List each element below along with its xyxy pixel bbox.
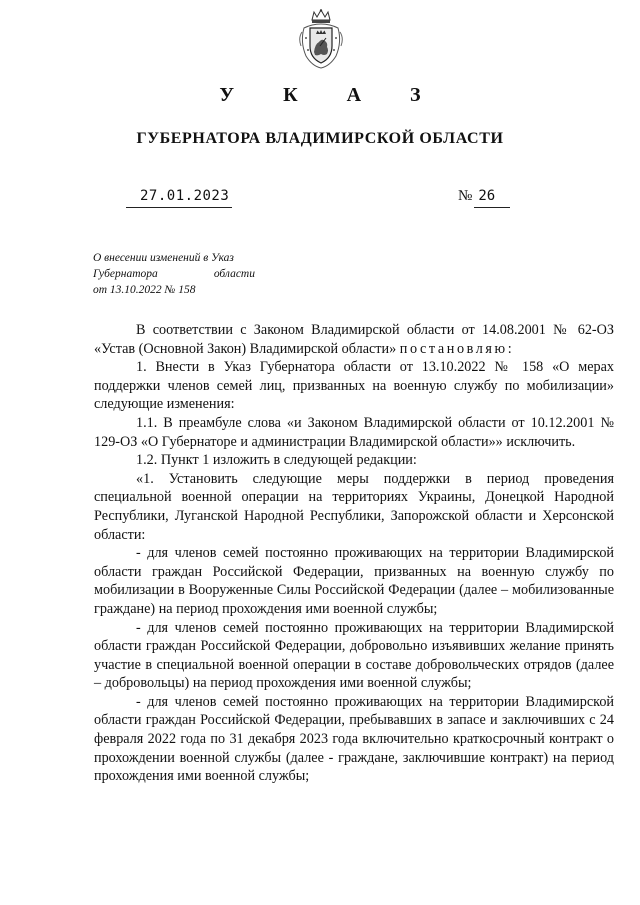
subject-line-2	[93, 266, 255, 282]
document-issuer: ГУБЕРНАТОРА ВЛАДИМИРСКОЙ ОБЛАСТИ	[136, 130, 504, 147]
paragraph-item-1: 1. Внести в Указ Губернатора области от 13.10.2022 № 158 «О мерах поддержки членов семей лиц, призванных на военную службу по мобилизации» следующие изменения:	[94, 359, 614, 413]
subject-line-2-left: Губернатора	[93, 268, 158, 280]
paragraph-new-item-1: «1. Установить следующие меры поддержки в период проведения специальной военной операции на территориях Украины, Донецкой Народной Республики, Луганской Народной Республики, Запорожской области и Херсонской области:	[94, 470, 614, 543]
list-item-volunteers: - для членов семей постоянно проживающих на территории Владимирской области граждан Российской Федерации, добровольно изъявивших желание принять участие в специальной военной операции в составе добровольческих отрядов (далее – добровольцы) на период прохождения ими военной службы;	[94, 619, 614, 692]
preamble-decree-word: постановляю:	[399, 340, 515, 357]
preamble-text: В соответствии с Законом Владимирской области от 14.08.2001 № 62-ОЗ «Устав (Основной Закон) Владимирской области»	[94, 322, 614, 357]
subject-line-1: О внесении изменений в Указ	[93, 252, 234, 264]
document-subject	[93, 250, 255, 298]
subject-line-3: от 13.10.2022 № 158	[93, 284, 196, 296]
coat-of-arms-icon	[298, 8, 344, 70]
document-number	[458, 188, 495, 205]
document-body	[94, 321, 614, 786]
paragraph-item-1-1: 1.1. В преамбуле слова «и Законом Владимирской области от 10.12.2001 № 129-ОЗ «О Губернаторе и администрации Владимирской области»» исключить.	[94, 414, 614, 450]
number-value: 26	[478, 188, 496, 204]
number-underline	[474, 207, 510, 208]
list-item-mobilized: - для членов семей постоянно проживающих на территории Владимирской области граждан Российской Федерации, призванных на военную службу по мобилизации в Вооруженные Силы Российской Федерации (далее – мобилизованные граждане) на период прохождения ими военной службы;	[94, 545, 614, 617]
number-label: №	[458, 188, 473, 204]
paragraph-preamble	[94, 321, 614, 358]
document-date: 27.01.2023	[140, 188, 230, 204]
document-title: У К А З	[219, 84, 443, 106]
subject-line-2-right: области	[213, 268, 255, 280]
date-underline	[126, 207, 232, 208]
list-item-contract: - для членов семей постоянно проживающих на территории Владимирской области граждан Российской Федерации, пребывавших в запасе и заключивших с 24 февраля 2022 года по 31 декабря 2023 года включительно краткосрочный контракт о прохождении военной службы (далее - граждане, заключившие контракт) на период прохождения ими военной службы;	[94, 693, 614, 785]
paragraph-item-1-2: 1.2. Пункт 1 изложить в следующей редакции:	[136, 452, 417, 469]
